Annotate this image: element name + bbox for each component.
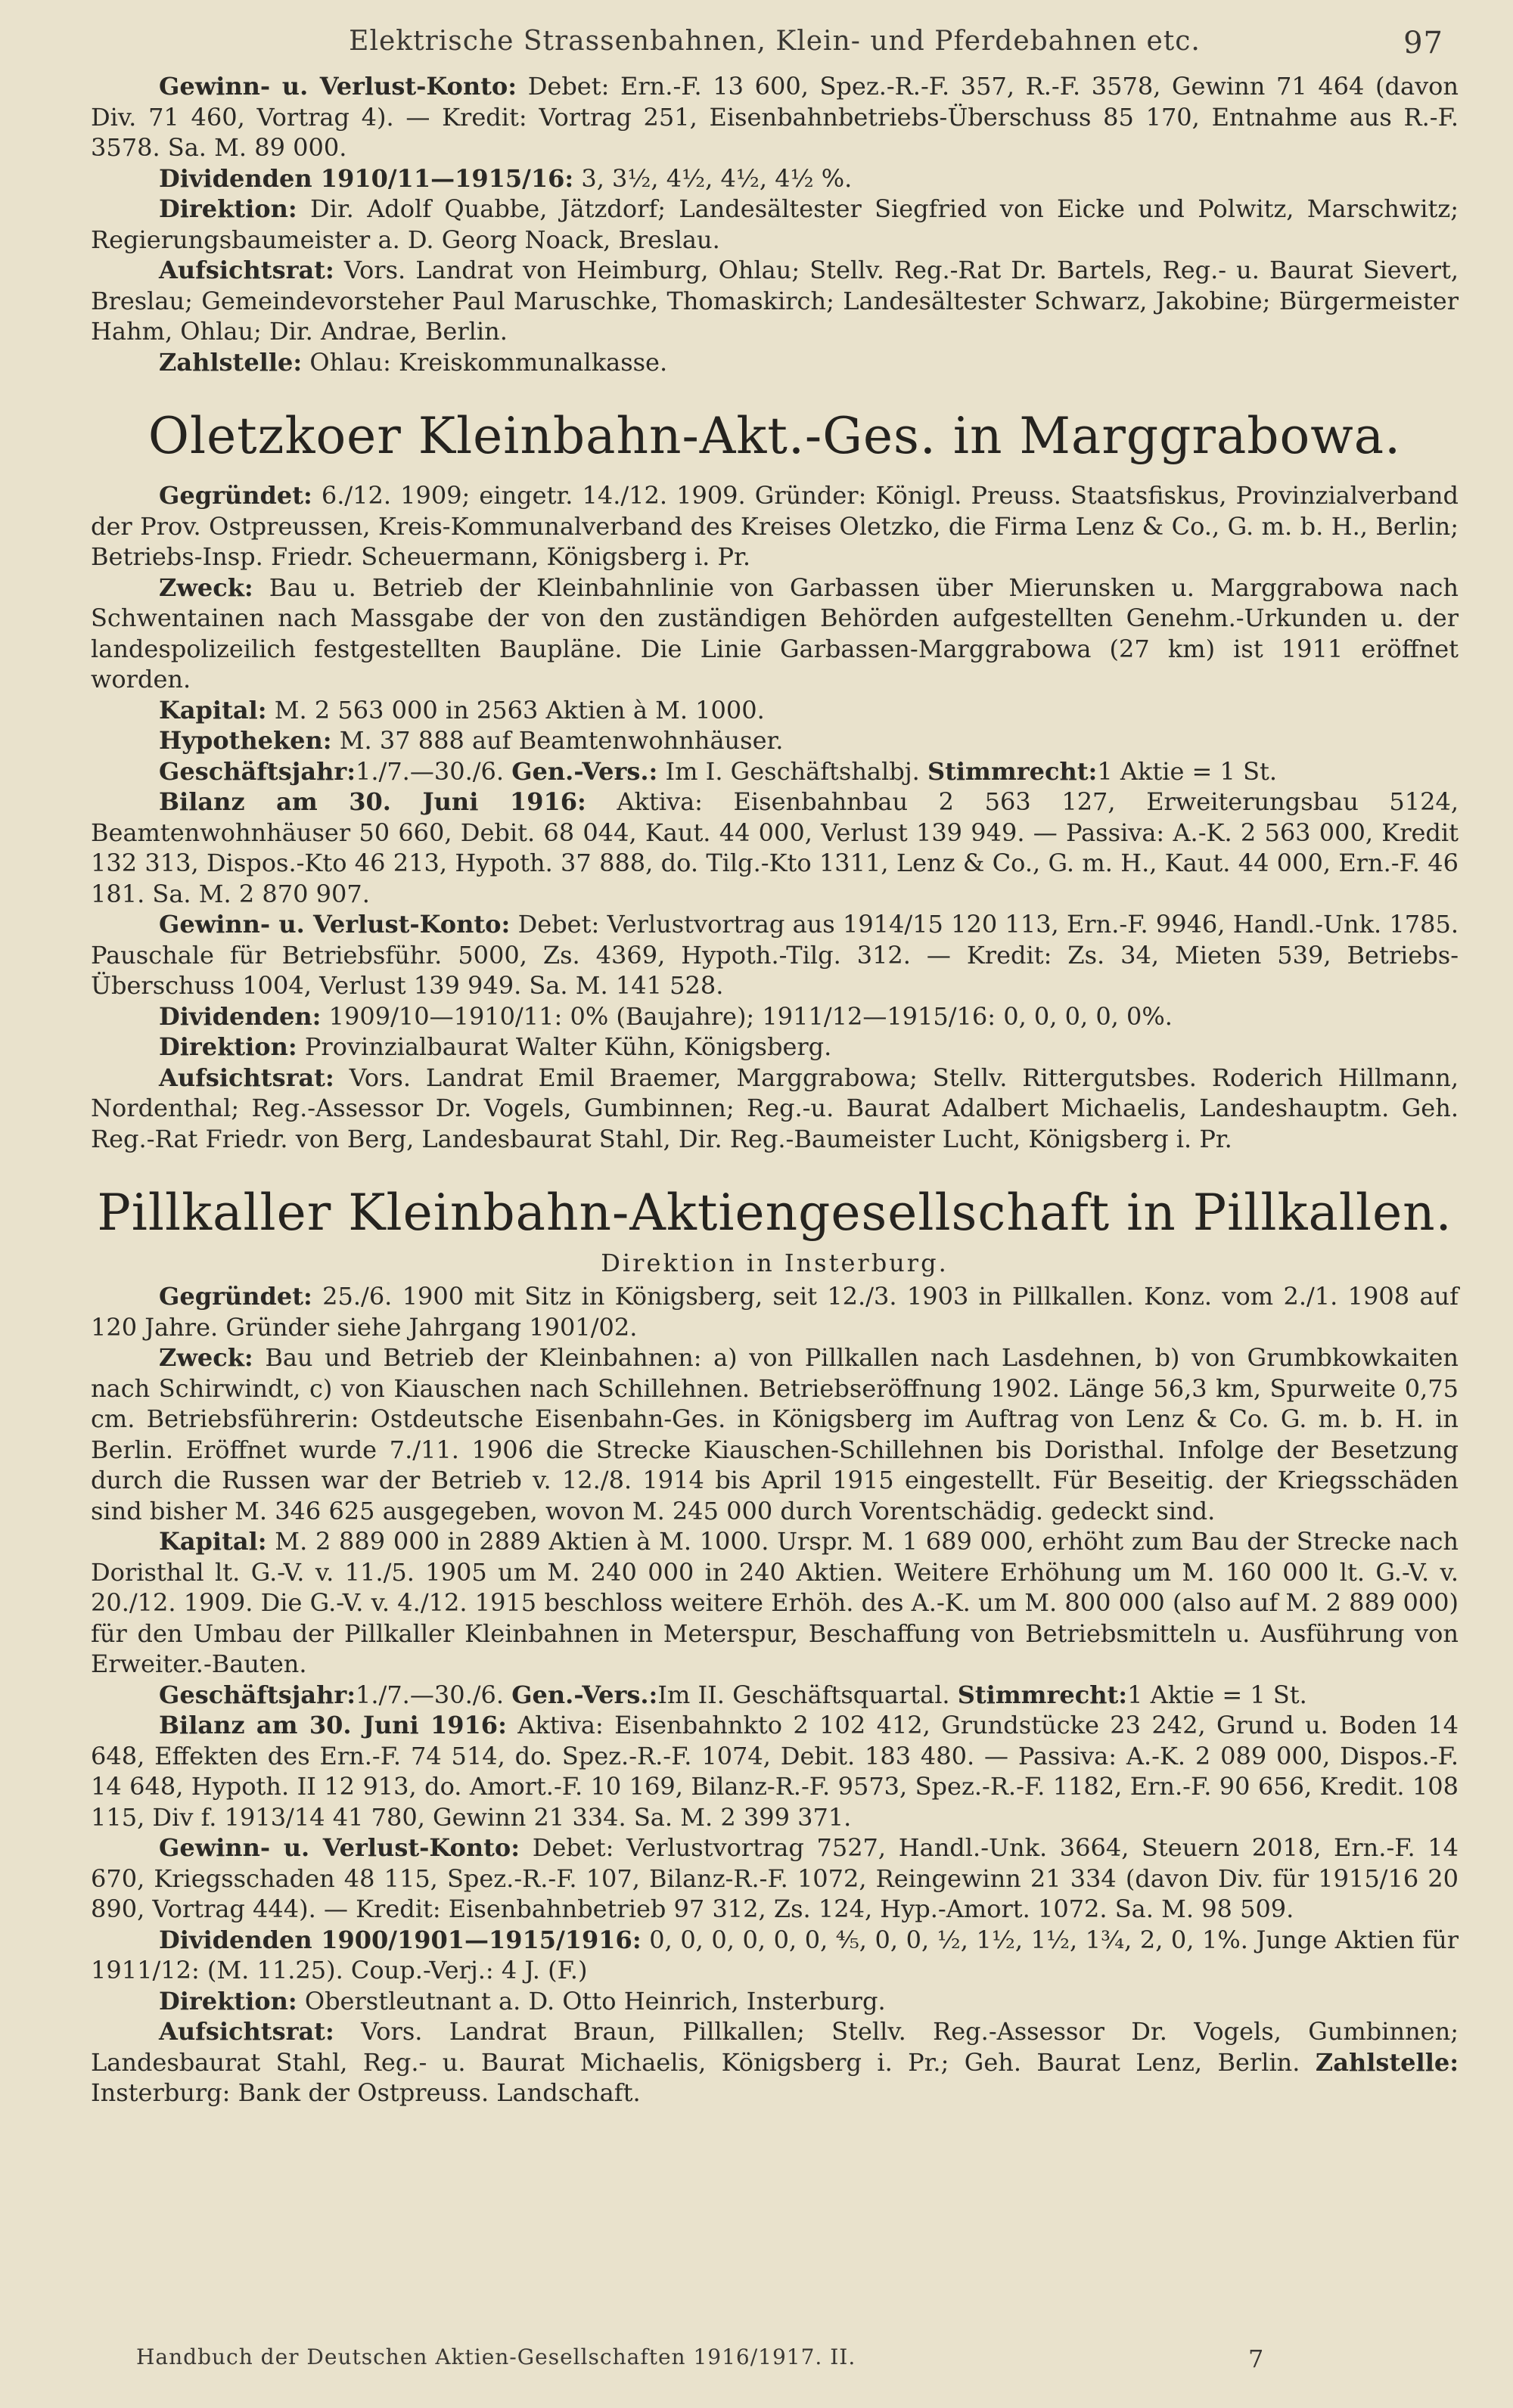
balance-text: Aktiva: Eisenbahnbau 2 563 127, Erweiterungsbau 5124, Beamtenwohnhäuser 50 660, Debit. 68 044, Kaut. 44 000, Verlust 139 949. — Passiva: A.-K. 2 563 000, Kredit 132 313, Dispos.-Kto 46 213, Hypoth. 37 888, do. Tilg.-Kto 1311, Lenz & Co., G. m. H., Kaut. 44 000, Ern.-F. 46 181. Sa. M. 2 870 907. [91,787,1459,908]
paying-agent-label: Zahlstelle: [1315,2047,1459,2077]
mortgages-label: Hypotheken: [159,726,332,755]
previous-company-continuation [91,71,1459,377]
guv-text: Debet: Verlustvortrag 7527, Handl.-Unk. 3664, Steuern 2018, Ern.-F. 14 670, Kriegsschaden 48 115, Spez.-R.-F. 107, Bilanz-R.-F. 1072, Reingewinn 21 334 (davon Div. für 1915/16 20 890, Vortrag 444). — Kredit: Eisenbahnbetrieb 97 312, Zs. 124, Hyp.-Amort. 1072. Sa. M. 98 509. [91,1833,1459,1923]
paying-agent-paragraph [91,347,1459,378]
dividends-paragraph [91,1001,1459,1032]
guv-label: Gewinn- u. Verlust-Konto: [159,1833,520,1862]
oletzkoer-entry [91,406,1459,1154]
balance-paragraph [91,1710,1459,1832]
dividends-paragraph [91,1925,1459,1986]
paying-agent-text: Insterburg: Bank der Ostpreuss. Landschaft. [91,2078,641,2107]
dividends-paragraph [91,163,1459,194]
founded-text: 25./6. 1900 mit Sitz in Königsberg, seit 12./3. 1903 in Pillkallen. Konz. vom 2./1. 1908 auf 120 Jahre. Gründer siehe Jahrgang 1901/02. [91,1282,1459,1342]
capital-label: Kapital: [159,1527,267,1556]
founded-label: Gegründet: [159,481,312,510]
capital-paragraph [91,1526,1459,1680]
supervisory-board-text: Vors. Landrat von Heimburg, Ohlau; Stellv. Reg.-Rat Dr. Bartels, Reg.- u. Baurat Sievert, Breslau; Gemeindevorsteher Paul Maruschke, Thomaskirch; Landesältester Schwarz, Jakobine; Bürgermeister Hahm, Ohlau; Dir. Andrae, Berlin. [91,256,1459,346]
supervisory-board-paragraph [91,255,1459,347]
fiscal-year-paragraph [91,756,1459,787]
balance-paragraph [91,787,1459,909]
running-head-title: Elektrische Strassenbahnen, Klein- und Pferdebahnen etc. [349,26,1201,57]
guv-paragraph [91,1832,1459,1925]
general-meeting-label: Gen.-Vers.: [511,1680,658,1709]
balance-label: Bilanz am 30. Juni 1916: [159,787,586,816]
direction-text: Provinzialbaurat Walter Kühn, Königsberg. [304,1032,832,1061]
voting-right-label: Stimmrecht: [957,1680,1128,1709]
guv-paragraph [91,909,1459,1001]
balance-label: Bilanz am 30. Juni 1916: [159,1711,507,1739]
dividends-label: Dividenden: [159,1001,322,1031]
supervisory-board-paragraph [91,1063,1459,1155]
voting-right-text: 1 Aktie = 1 St. [1097,756,1278,786]
capital-text: M. 2 563 000 in 2563 Aktien à M. 1000. [274,695,765,725]
purpose-label: Zweck: [159,1343,253,1372]
guv-paragraph [91,71,1459,163]
purpose-label: Zweck: [159,573,253,602]
direction-label: Direktion: [159,1032,297,1061]
voting-right-label: Stimmrecht: [927,756,1098,786]
supervisory-board-label: Aufsichtsrat: [159,1063,334,1092]
founded-label: Gegründet: [159,1282,312,1311]
fiscal-year-text: 1./7.—30./6. [356,1680,505,1709]
guv-label: Gewinn- u. Verlust-Konto: [159,910,511,939]
dividends-text: 0, 0, 0, 0, 0, 0, ⁴⁄₅, 0, 0, ½, 1½, 1½, 1¾, 2, 0, 1%. Junge Aktien für 1911/12: (M. 11.25). Coup.-Verj.: 4 J. (F.) [91,1925,1459,1984]
fiscal-year-paragraph [91,1680,1459,1711]
fiscal-year-label: Geschäftsjahr: [159,756,356,786]
fiscal-year-text: 1./7.—30./6. [356,756,505,786]
capital-text: M. 2 889 000 in 2889 Aktien à M. 1000. Urspr. M. 1 689 000, erhöht zum Bau der Strecke nach Doristhal lt. G.-V. v. 11./5. 1905 um M. 240 000 in 240 Aktien. Weitere Erhöhung um M. 160 000 lt. G.-V. v. 20./12. 1909. Die G.-V. v. 4./12. 1915 beschloss weitere Erhöh. des A.-K. um M. 800 000 (also auf M. 2 889 000) für den Umbau der Pillkaller Kleinbahnen in Meterspur, Beschaffung von Betriebsmitteln u. Ausführung von Erweiter.-Bauten. [91,1527,1459,1678]
guv-text: Debet: Ern.-F. 13 600, Spez.-R.-F. 357, R.-F. 3578, Gewinn 71 464 (davon Div. 71 460, Vortrag 4). — Kredit: Vortrag 251, Eisenbahnbetriebs-Überschuss 85 170, Entnahme aus R.-F. 3578. Sa. M. 89 000. [91,72,1459,162]
direction-label: Direktion: [159,194,297,223]
capital-paragraph [91,695,1459,726]
direction-paragraph [91,194,1459,255]
direction-label: Direktion: [159,1986,297,2015]
page-footer [136,2344,1265,2373]
paying-agent-text: Ohlau: Kreiskommunalkasse. [309,347,668,377]
purpose-paragraph [91,573,1459,695]
direction-paragraph [91,1032,1459,1063]
company-subheading: Direktion in Insterburg. [601,1249,949,1277]
footer-signature-mark: 7 [1248,2344,1265,2373]
founded-paragraph [91,1281,1459,1342]
direction-text: Oberstleutnant a. D. Otto Heinrich, Insterburg. [304,1986,886,2015]
mortgages-text: M. 37 888 auf Beamtenwohnhäuser. [339,726,784,755]
direction-text: Dir. Adolf Quabbe, Jätzdorf; Landesältester Siegfried von Eicke und Polwitz, Marschwitz; Regierungsbaumeister a. D. Georg Noack, Breslau. [91,194,1459,254]
direction-paragraph [91,1986,1459,2017]
supervisory-board-paragraph [91,2016,1459,2109]
fiscal-year-label: Geschäftsjahr: [159,1680,356,1709]
page-number: 97 [1403,26,1443,61]
running-head [91,26,1459,71]
dividends-text: 1909/10—1910/11: 0% (Baujahre); 1911/12—1915/16: 0, 0, 0, 0, 0%. [328,1001,1173,1031]
founded-paragraph [91,480,1459,573]
mortgages-paragraph [91,725,1459,756]
purpose-paragraph [91,1342,1459,1526]
capital-label: Kapital: [159,695,267,725]
supervisory-board-text: Vors. Landrat Braun, Pillkallen; Stellv. Reg.-Assessor Dr. Vogels, Gumbinnen; Landesbaurat Stahl, Reg.- u. Baurat Michaelis, Königsberg i. Pr.; Geh. Baurat Lenz, Berlin. [91,2017,1459,2077]
footer-book-title: Handbuch der Deutschen Aktien-Gesellschaften 1916/1917. II. [136,2344,856,2369]
general-meeting-label: Gen.-Vers.: [511,756,658,786]
company-heading: Pillkaller Kleinbahn-Aktiengesellschaft in Pillkallen. [97,1184,1452,1242]
supervisory-board-label: Aufsichtsrat: [159,2017,334,2046]
guv-label: Gewinn- u. Verlust-Konto: [159,72,517,101]
supervisory-board-text: Vors. Landrat Emil Braemer, Marggrabowa; Stellv. Rittergutsbes. Roderich Hillmann, Nordenthal; Reg.-Assessor Dr. Vogels, Gumbinnen; Reg.-u. Baurat Adalbert Michaelis, Landeshauptm. Geh. Reg.-Rat Friedr. von Berg, Landesbaurat Stahl, Dir. Reg.-Baumeister Lucht, Königsberg i. Pr. [91,1063,1459,1153]
dividends-label: Dividenden 1900/1901—1915/1916: [159,1925,642,1954]
company-heading: Oletzkoer Kleinbahn-Akt.-Ges. in Marggrabowa. [148,407,1402,465]
guv-text: Debet: Verlustvortrag aus 1914/15 120 113, Ern.-F. 9946, Handl.-Unk. 1785. Pauschale für Betriebsführ. 5000, Zs. 4369, Hypoth.-Tilg. 312. — Kredit: Zs. 34, Mieten 539, Betriebs-Überschuss 1004, Verlust 139 949. Sa. M. 141 528. [91,910,1459,1000]
balance-text: Aktiva: Eisenbahnkto 2 102 412, Grundstücke 23 242, Grund u. Boden 14 648, Effekten des Ern.-F. 74 514, do. Spez.-R.-F. 1074, Debit. 183 480. — Passiva: A.-K. 2 089 000, Dispos.-F. 14 648, Hypoth. II 12 913, do. Amort.-F. 10 169, Bilanz-R.-F. 9573, Spez.-R.-F. 1182, Ern.-F. 90 656, Kredit. 108 115, Div f. 1913/14 41 780, Gewinn 21 334. Sa. M. 2 399 371. [91,1711,1459,1832]
voting-right-text: 1 Aktie = 1 St. [1127,1680,1307,1709]
general-meeting-text: Im II. Geschäftsquartal. [657,1680,950,1709]
pillkaller-entry [91,1183,1459,2109]
founded-text: 6./12. 1909; eingetr. 14./12. 1909. Gründer: Königl. Preuss. Staatsfiskus, Provinzialverband der Prov. Ostpreussen, Kreis-Kommunalverband des Kreises Oletzko, die Firma Lenz & Co., G. m. b. H., Berlin; Betriebs-Insp. Friedr. Scheuermann, Königsberg i. Pr. [91,481,1459,571]
dividends-label: Dividenden 1910/11—1915/16: [159,163,574,193]
purpose-text: Bau u. Betrieb der Kleinbahnlinie von Garbassen über Mierunsken u. Marggrabowa nach Schwentainen nach Massgabe der von den zuständigen Behörden aufgestellten Genehm.-Urkunden u. der landespolizeilich festgestellten Baupläne. Die Linie Garbassen-Marggrabowa (27 km) ist 1911 eröffnet worden. [91,573,1459,694]
supervisory-board-label: Aufsichtsrat: [159,256,334,284]
purpose-text: Bau und Betrieb der Kleinbahnen: a) von Pillkallen nach Lasdehnen, b) von Grumbkowkaiten nach Schirwindt, c) von Kiauschen nach Schillehnen. Betriebseröffnung 1902. Länge 56,3 km, Spurweite 0,75 cm. Betriebsführerin: Ostdeutsche Eisenbahn-Ges. in Königsberg im Auftrag von Lenz & Co. G. m. b. H. in Berlin. Eröffnet wurde 7./11. 1906 die Strecke Kiauschen-Schillehnen bis Doristhal. Infolge der Besetzung durch die Russen war der Betrieb v. 12./8. 1914 bis April 1915 eingestellt. Für Beseitig. der Kriegsschäden sind bisher M. 346 625 ausgegeben, wovon M. 245 000 durch Vorentschädig. gedeckt sind. [91,1343,1459,1525]
general-meeting-text: Im I. Geschäftshalbj. [665,756,920,786]
paying-agent-label: Zahlstelle: [159,347,303,377]
dividends-text: 3, 3½, 4½, 4½, 4½ %. [581,163,853,193]
